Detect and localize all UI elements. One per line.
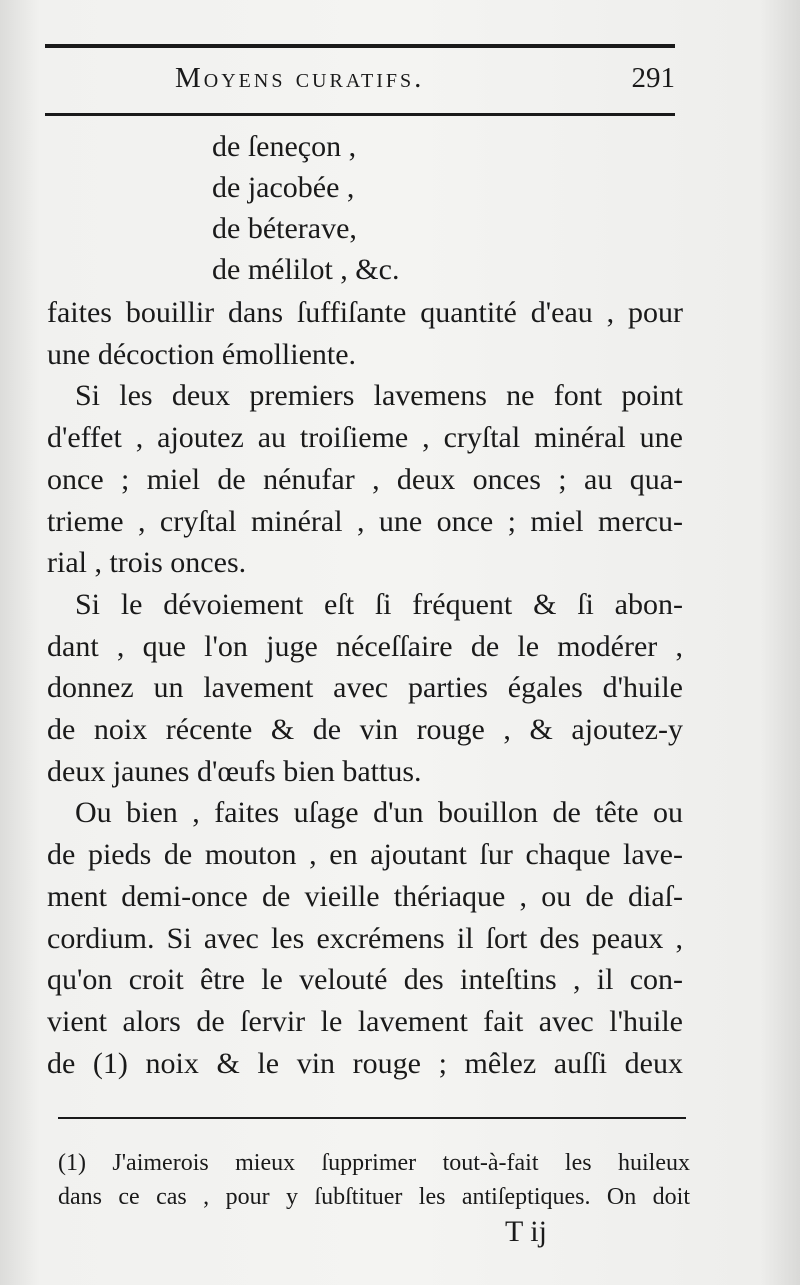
text-line: Si le dévoiement eſt ſi fréquent & ſi abon- <box>75 587 683 621</box>
text-line: donnez un lavement avec parties égales d'huile <box>47 671 683 705</box>
text-line: faites bouillir dans ſuffiſante quantité d'eau , pour <box>47 296 683 329</box>
text-line: vient alors de ſervir le lavement fait avec l'huile <box>47 1004 683 1038</box>
text-line: cordium. Si avec les excrémens il ſort des peaux , <box>47 921 683 955</box>
page-number: 291 <box>631 62 675 94</box>
header-rule-top <box>45 44 675 48</box>
list-item: de béterave, <box>212 212 357 245</box>
ingredient-list <box>212 126 399 290</box>
header-rule-bottom <box>45 113 675 116</box>
footnote <box>58 1146 690 1214</box>
running-head: Moyens curatifs. <box>175 62 425 94</box>
text-line: d'effet , ajoutez au troiſieme , cryſtal minéral une <box>47 421 683 455</box>
signature-mark: T ij <box>505 1215 547 1248</box>
text-line: dant , que l'on juge néceſſaire de le modérer , <box>47 629 683 663</box>
text-line: de pieds de mouton , en ajoutant ſur chaque lave- <box>47 838 683 872</box>
list-item: de mélilot , &c. <box>212 253 400 286</box>
text-line: qu'on croit être le velouté des inteſtins , il con- <box>47 963 683 997</box>
body-text <box>47 292 683 1084</box>
text-line: de noix récente & de vin rouge , & ajoutez-y <box>47 713 683 747</box>
list-item: de ſeneçon , <box>212 130 357 163</box>
text-line: de (1) noix & le vin rouge ; mêlez auſſi deux <box>47 1046 683 1080</box>
footnote-line: (1) J'aimerois mieux ſupprimer tout-à-fait les huileux <box>58 1150 690 1176</box>
text-line: once ; miel de nénufar , deux onces ; au qua- <box>47 462 683 496</box>
page-header <box>45 62 675 102</box>
text-line: rial , trois onces. <box>47 546 247 580</box>
footnote-line: dans ce cas , pour y ſubſtituer les antiſeptiques. On doit <box>58 1184 690 1210</box>
text-line: trieme , cryſtal minéral , une once ; miel mercu- <box>47 504 683 538</box>
footnote-rule <box>58 1117 686 1119</box>
text-line: une décoction émolliente. <box>47 337 357 371</box>
list-item: de jacobée , <box>212 171 355 204</box>
text-line: deux jaunes d'œufs bien battus. <box>47 754 422 788</box>
text-line: Si les deux premiers lavemens ne font point <box>75 379 683 413</box>
text-line: Ou bien , faites uſage d'un bouillon de tête ou <box>75 796 683 830</box>
text-line: ment demi-once de vieille thériaque , ou de diaſ- <box>47 879 683 913</box>
